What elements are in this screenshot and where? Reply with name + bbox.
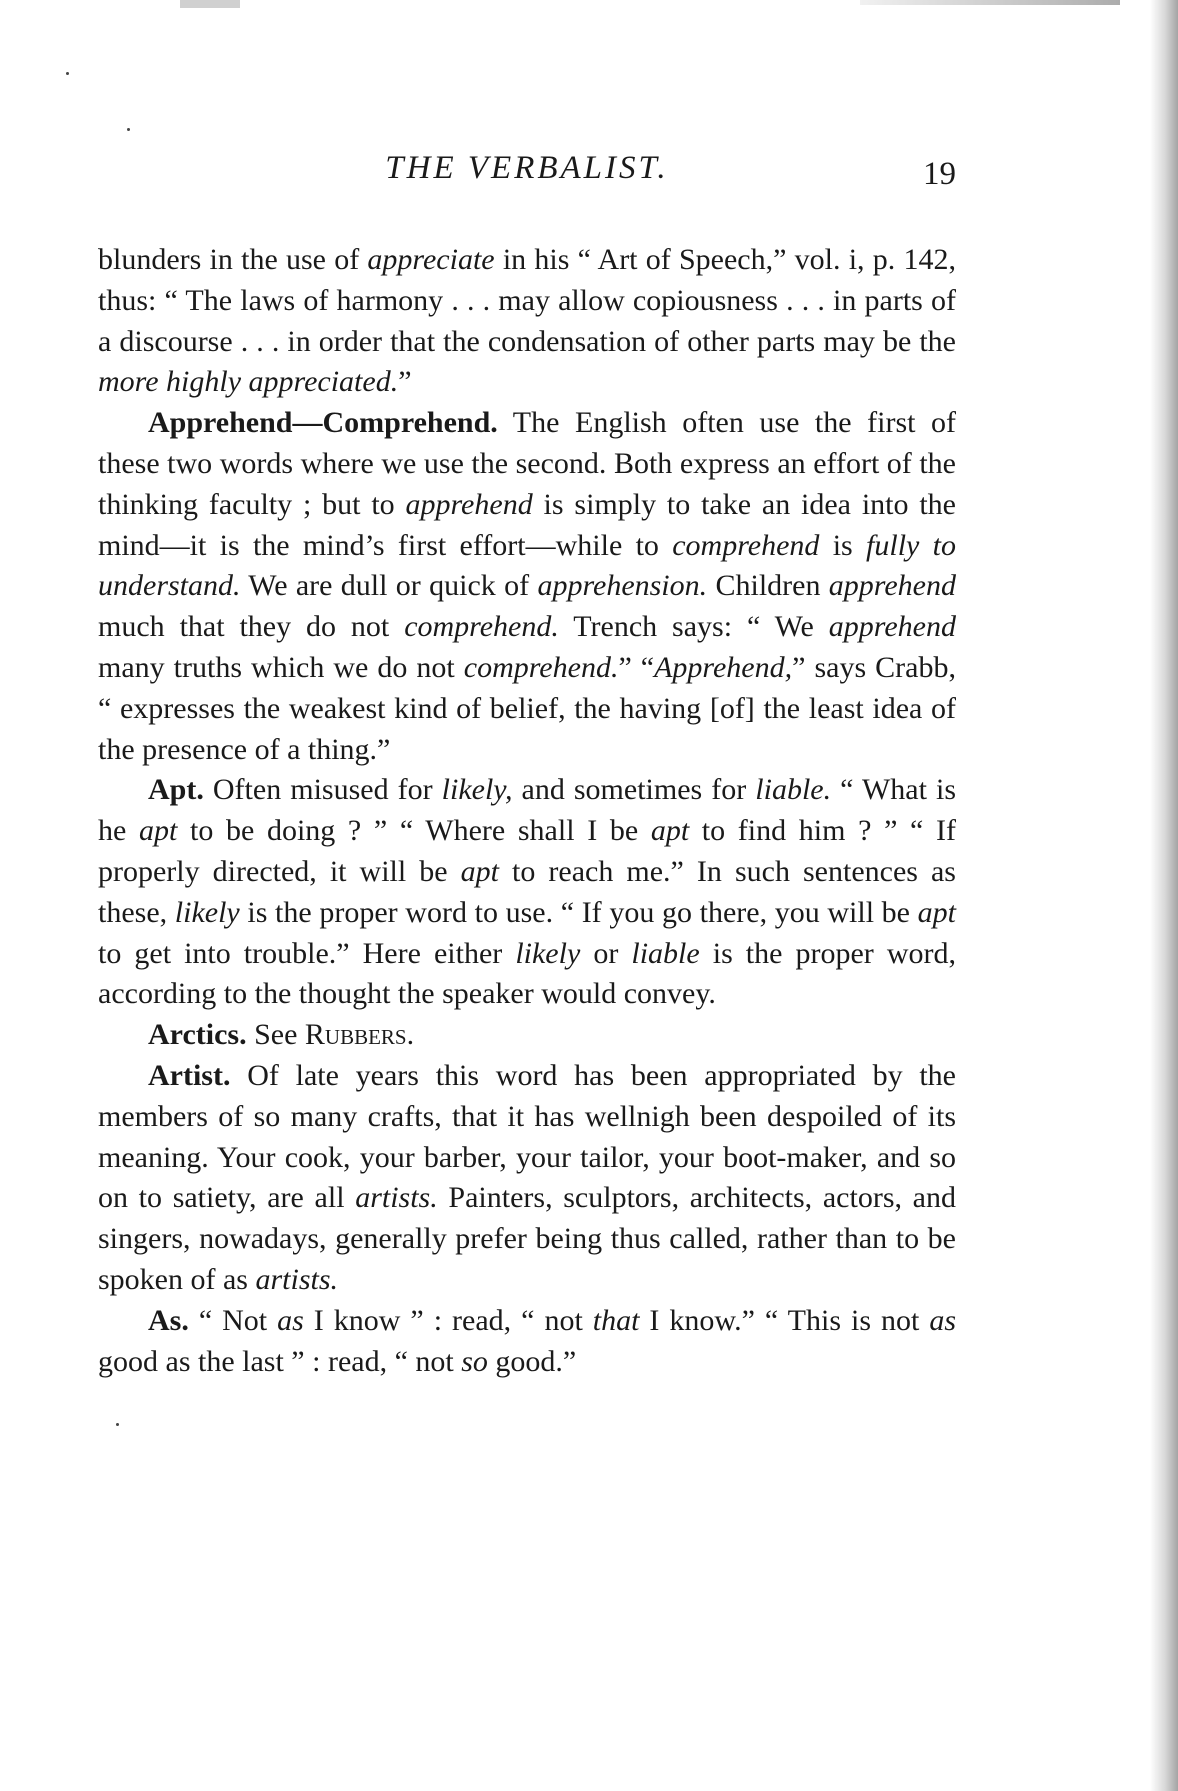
text-run: in his “ Art of Speech,” vol. i, p. 142, thus: “ The laws of harmony . . . may allow copiousness . . . in parts of a discourse . . . in order that the condensation of other parts may be the (98, 243, 956, 358)
italic-run: Apprehend, (654, 650, 793, 684)
text-run: ” says Crabb, “ expresses the weakest kind of belief, the having [of] the least idea of the presence of a thing.” (98, 650, 956, 766)
entry-headword: Apprehend—Comprehend. (148, 406, 498, 440)
italic-run: likely (174, 895, 240, 929)
text-run: to reach me.” In such sentences as these, (98, 854, 956, 929)
page-number: 19 (923, 156, 956, 192)
text-run: to get into trouble.” Here either (98, 936, 516, 970)
italic-run: apprehend (405, 487, 533, 521)
italic-run: apprehend (828, 610, 956, 644)
entry-as (98, 1301, 956, 1383)
italic-run: more highly appreciated. (98, 365, 399, 399)
entry-apprehend (98, 403, 956, 770)
text-run: “ What is he (98, 773, 957, 848)
text-run: Trench says: “ We (558, 610, 829, 644)
italic-run: apt (138, 814, 178, 848)
italic-run: apt (917, 895, 956, 929)
scan-smudge (860, 0, 1120, 5)
entry-headword: As. (148, 1303, 189, 1337)
text-run: Painters, sculptors, architects, actors, and singers, nowadays, generally prefer being thus called, rather than to be spoken of as (98, 1181, 956, 1296)
italic-run: so (461, 1344, 488, 1378)
text-run: to be doing ? ” “ Where shall I be (177, 814, 651, 848)
text-run: good.” (487, 1344, 577, 1378)
text-run: good as the last ” : read, “ not (98, 1344, 462, 1378)
page-text (98, 240, 956, 1382)
text-run: to find him ? ” “ If properly directed, it will be (98, 814, 956, 888)
italic-run: as (277, 1303, 304, 1337)
text-run: Children (707, 569, 829, 603)
text-run: is (819, 528, 867, 562)
running-head (98, 150, 956, 200)
text-run: ” “ (618, 650, 655, 684)
italic-run: likely (515, 936, 581, 970)
text-run: The English often use the first of these two words where we use the second. Both express an effort of the thinking faculty ; but to (98, 406, 956, 521)
text-run: “ Not (188, 1303, 278, 1337)
scan-speck (116, 1423, 119, 1426)
text-run: We are dull or quick of (240, 569, 538, 603)
entry-artist (98, 1056, 956, 1301)
entry-headword: Apt. (148, 773, 204, 807)
text-run: blunders in the use of (98, 243, 368, 276)
text-run: is the proper word, according to the thought the speaker would convey. (98, 936, 956, 1011)
scan-speck (127, 128, 130, 131)
italic-run: apt (460, 854, 499, 888)
text-run: and sometimes for (512, 773, 756, 807)
paragraph-continued (98, 240, 956, 403)
text-run: much that they do not (98, 610, 405, 644)
text-run: is simply to take an idea into the mind—it is the mind’s first effort—while to (98, 487, 956, 562)
italic-run: apt (650, 814, 690, 848)
text-run: I know ” : read, “ not (303, 1303, 593, 1337)
text-run: many truths which we do not (98, 650, 464, 684)
italic-run: liable (631, 936, 700, 970)
text-run: or (580, 936, 632, 970)
italic-run: as (929, 1303, 956, 1337)
italic-run: comprehend (672, 528, 820, 562)
italic-run: comprehend. (404, 610, 559, 644)
italic-run: artists. (355, 1181, 438, 1215)
italic-run: that (592, 1303, 640, 1337)
italic-run: likely, (441, 773, 513, 807)
italic-run: apprehend (828, 569, 956, 603)
text-run: See (246, 1018, 305, 1052)
scan-speck (66, 72, 69, 75)
entry-arctics (98, 1015, 956, 1056)
text-run: Often misused for (203, 773, 442, 807)
running-title: THE VERBALIST. (385, 150, 669, 186)
entry-apt (98, 770, 956, 1015)
entry-headword: Arctics. (148, 1018, 247, 1052)
entry-headword: Artist. (148, 1058, 231, 1092)
italic-run: appreciate (367, 243, 495, 276)
scan-smudge (180, 0, 240, 8)
text-run: Of late years this word has been appropriated by the members of so many crafts, that it has wellnigh been despoiled of its meaning. Your cook, your barber, your tailor, your boot-maker, and so on to satiety, are all (98, 1058, 956, 1215)
page-edge-shadow (1150, 0, 1178, 1791)
text-run: I know.” “ This is not (639, 1303, 930, 1337)
italic-run: fully to understand. (98, 528, 956, 603)
text-run: ” (398, 365, 412, 399)
italic-run: artists. (255, 1262, 339, 1296)
italic-run: liable. (755, 773, 832, 807)
italic-run: comprehend. (463, 650, 619, 684)
italic-run: apprehension. (537, 569, 708, 603)
cross-reference: Rubbers. (304, 1018, 415, 1052)
text-run: is the proper word to use. “ If you go there, you will be (239, 895, 918, 929)
